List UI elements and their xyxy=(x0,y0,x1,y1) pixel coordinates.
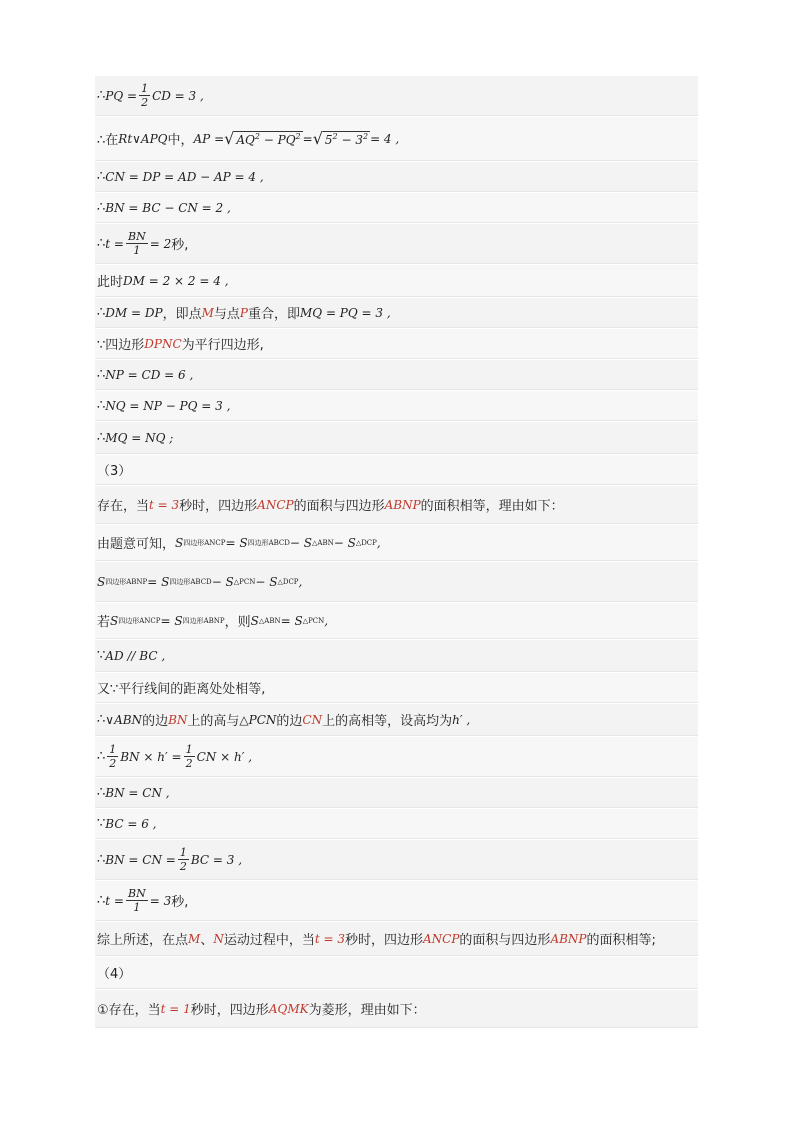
line-14: 由题意可知， S 四边形ANCP = S 四边形ABCD − S △ABN − S △DCP , xyxy=(95,525,698,561)
line-24: ∴ t = $\frac{BN}{1}$ = 3 秒, xyxy=(95,881,698,921)
line-4: ∴ BN = BC − CN = 2 , xyxy=(95,193,698,223)
line-22: ∵ BC = 6 , xyxy=(95,809,698,839)
line-18: 又∵平行线间的距离处处相等, xyxy=(95,673,698,703)
sqrt-body: $5^2 - 3^2$ xyxy=(324,131,369,147)
line-19: ∴ ∨ABN 的边 BN 上的高与 △PCN 的边 CN 上的高相等，设高均为 h′ , xyxy=(95,704,698,736)
fraction: $\frac{BN}{1}$ xyxy=(127,887,146,914)
line-3: ∴ CN = DP = AD − AP = 4 , xyxy=(95,162,698,192)
fraction: $\frac{1}{2}$ xyxy=(141,82,149,109)
fraction: $\frac{1}{2}$ xyxy=(179,846,187,873)
sqrt-sign: √ xyxy=(312,129,323,148)
fraction: $\frac{BN}{1}$ xyxy=(127,230,146,257)
line-27: ①存在，当 t = 1 秒时，四边形 AQMK 为菱形，理由如下： xyxy=(95,990,698,1028)
fraction: $\frac{1}{2}$ xyxy=(185,743,193,770)
fraction: $\frac{1}{2}$ xyxy=(109,743,117,770)
line-16: 若 S 四边形ANCP = S 四边形ABNP ，则 S △ABN = S △PCN , xyxy=(95,603,698,639)
line-17: ∵ AD // BC , xyxy=(95,640,698,672)
line-2: ∴在 Rt∨APQ 中， AP = √ $AQ^2 - PQ^2$ = √ $5^2 - 3^2$ = 4 , xyxy=(95,117,698,161)
sqrt-sign: √ xyxy=(224,129,235,148)
line-25: 综上所述，在点 M 、 N 运动过程中，当 t = 3 秒时，四边形 ANCP 的面积与四边形 ABNP 的面积相等; xyxy=(95,922,698,956)
line-8: ∵四边形 DPNC 为平行四边形, xyxy=(95,329,698,359)
line-5: ∴ t = $\frac{BN}{1}$ = 2 秒, xyxy=(95,224,698,264)
line-1: ∴ PQ = $\frac{1}{2}$ CD = 3 , xyxy=(95,76,698,116)
section-label-3: （3） xyxy=(95,455,698,485)
line-23: ∴ BN = CN = $\frac{1}{2}$ BC = 3 , xyxy=(95,840,698,880)
line-20: ∴ $\frac{1}{2}$ BN × h′ = $\frac{1}{2}$ CN × h′ , xyxy=(95,737,698,777)
line-9: ∴ NP = CD = 6 , xyxy=(95,360,698,390)
line-21: ∴ BN = CN , xyxy=(95,778,698,808)
line-11: ∴ MQ = NQ ; xyxy=(95,422,698,454)
line-15: S 四边形ABNP = S 四边形ABCD − S △PCN − S △DCP , xyxy=(95,562,698,602)
sqrt-body: $AQ^2 - PQ^2$ xyxy=(236,131,301,147)
line-7: ∴ DM = DP ，即点 M 与点 P 重合，即 MQ = PQ = 3 , xyxy=(95,298,698,328)
line-10: ∴ NQ = NP − PQ = 3 , xyxy=(95,391,698,421)
section-label-4: （4） xyxy=(95,957,698,989)
line-13: 存在，当 t = 3 秒时，四边形 ANCP 的面积与四边形 ABNP 的面积相等，理由如下： xyxy=(95,486,698,524)
solution-content xyxy=(95,76,698,1029)
line-6: 此时 DM = 2 × 2 = 4 , xyxy=(95,265,698,297)
